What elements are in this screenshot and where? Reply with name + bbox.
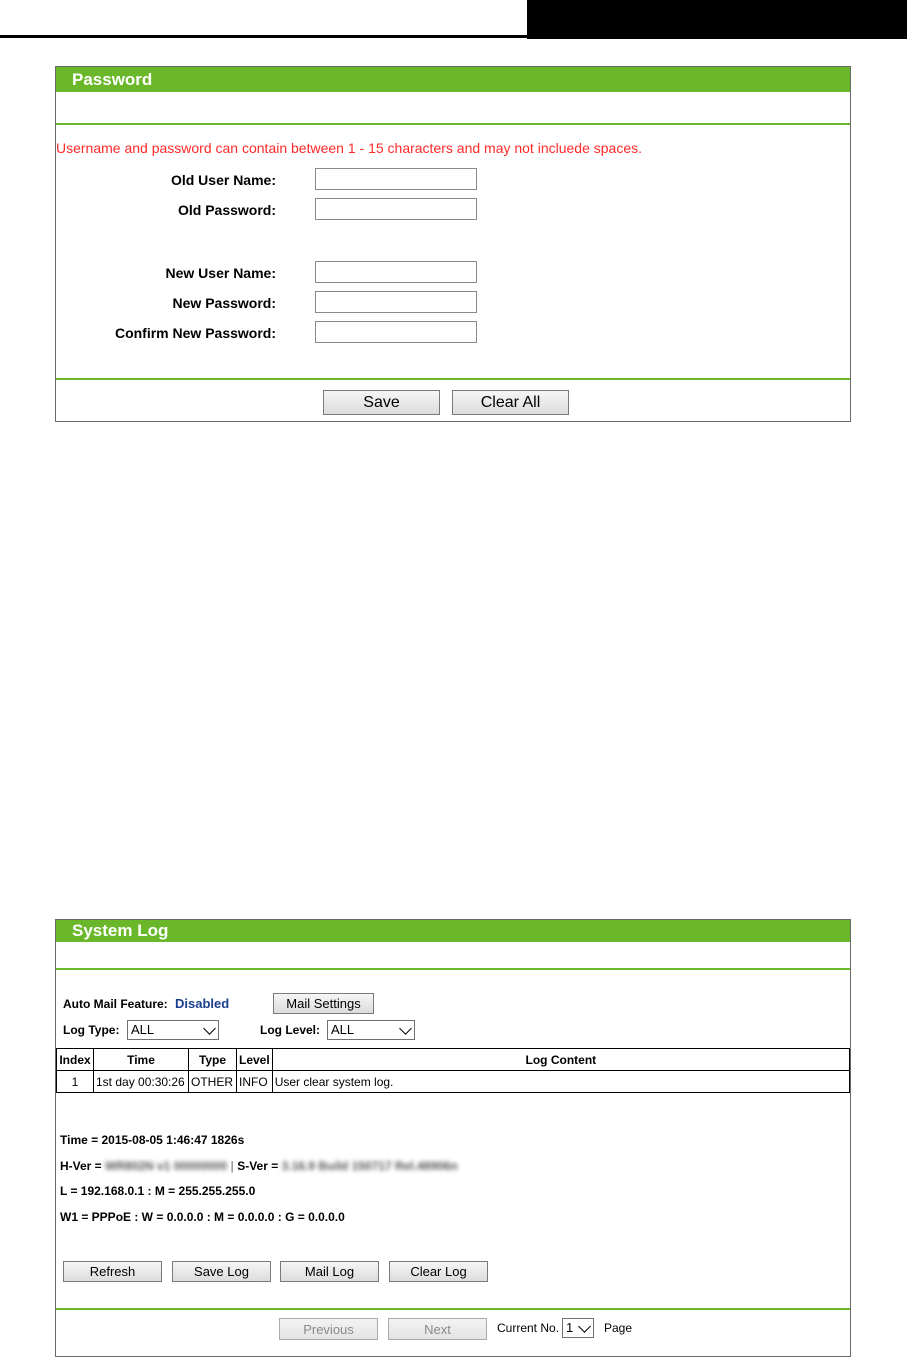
divider <box>56 968 850 970</box>
new-password-input[interactable] <box>315 291 477 313</box>
log-table-header <box>57 1049 850 1071</box>
col-index: Index <box>57 1049 94 1071</box>
previous-page-button[interactable]: Previous <box>279 1318 378 1340</box>
password-rules-note: Username and password can contain between 1 - 15 characters and may not incluede spaces. <box>56 140 643 156</box>
table-row <box>57 1071 850 1093</box>
page-label: Page <box>604 1321 633 1335</box>
log-level-select[interactable] <box>327 1020 415 1040</box>
auto-mail-label: Auto Mail Feature: <box>63 997 168 1011</box>
current-page-select[interactable] <box>562 1318 594 1338</box>
mail-settings-button[interactable]: Mail Settings <box>273 993 374 1014</box>
ver-separator: | <box>230 1159 234 1173</box>
cell-time: 1st day 00:30:26 <box>94 1071 189 1093</box>
chevron-down-icon <box>203 1022 216 1035</box>
log-type-label: Log Type: <box>63 1023 120 1037</box>
divider <box>56 1308 850 1310</box>
log-type-value: ALL <box>131 1022 155 1037</box>
save-button[interactable]: Save <box>323 390 440 415</box>
cell-level: INFO <box>237 1071 273 1093</box>
save-log-button[interactable]: Save Log <box>172 1261 271 1282</box>
auto-mail-status: Disabled <box>175 996 230 1011</box>
col-time: Time <box>94 1049 189 1071</box>
confirm-password-input[interactable] <box>315 321 477 343</box>
old-user-name-label: Old User Name: <box>170 172 276 188</box>
current-no-label: Current No. <box>497 1321 560 1335</box>
header-block <box>527 0 907 39</box>
old-password-label: Old Password: <box>177 202 276 218</box>
wan-info: W1 = PPPoE : W = 0.0.0.0 : M = 0.0.0.0 : G = 0.0.0.0 <box>60 1210 345 1224</box>
hver-label: H-Ver = <box>60 1159 102 1173</box>
divider <box>56 123 850 125</box>
log-type-select[interactable] <box>127 1020 219 1040</box>
new-user-name-label: New User Name: <box>165 265 276 281</box>
password-panel-title: Password <box>56 67 850 92</box>
log-level-label: Log Level: <box>260 1023 321 1037</box>
confirm-password-label: Confirm New Password: <box>114 325 276 341</box>
col-log-content: Log Content <box>272 1049 849 1071</box>
header-rule <box>0 35 527 38</box>
old-user-name-input[interactable] <box>315 168 477 190</box>
old-password-input[interactable] <box>315 198 477 220</box>
current-page-value: 1 <box>566 1320 574 1335</box>
mail-log-button[interactable]: Mail Log <box>280 1261 379 1282</box>
col-type: Type <box>189 1049 237 1071</box>
sver-value: 3.16.9 Build 150717 Rel.48906n <box>281 1159 458 1173</box>
sver-label: S-Ver = <box>237 1159 279 1173</box>
refresh-button[interactable]: Refresh <box>63 1261 162 1282</box>
log-level-value: ALL <box>331 1022 355 1037</box>
chevron-down-icon <box>578 1320 591 1333</box>
cell-type: OTHER <box>189 1071 237 1093</box>
hver-value: WR802N v1 00000000 <box>105 1159 228 1173</box>
system-log-panel <box>55 919 851 1357</box>
log-table <box>56 1048 850 1093</box>
col-level: Level <box>237 1049 273 1071</box>
time-info: Time = 2015-08-05 1:46:47 1826s <box>60 1133 245 1147</box>
password-panel <box>55 66 851 422</box>
new-user-name-input[interactable] <box>315 261 477 283</box>
lan-info: L = 192.168.0.1 : M = 255.255.255.0 <box>60 1184 256 1198</box>
clear-all-button[interactable]: Clear All <box>452 390 569 415</box>
new-password-label: New Password: <box>172 295 276 311</box>
version-info <box>60 1159 458 1173</box>
cell-content: User clear system log. <box>272 1071 849 1093</box>
divider <box>56 378 850 380</box>
chevron-down-icon <box>399 1022 412 1035</box>
clear-log-button[interactable]: Clear Log <box>389 1261 488 1282</box>
cell-index: 1 <box>57 1071 94 1093</box>
next-page-button[interactable]: Next <box>388 1318 487 1340</box>
system-log-panel-title: System Log <box>56 920 850 942</box>
